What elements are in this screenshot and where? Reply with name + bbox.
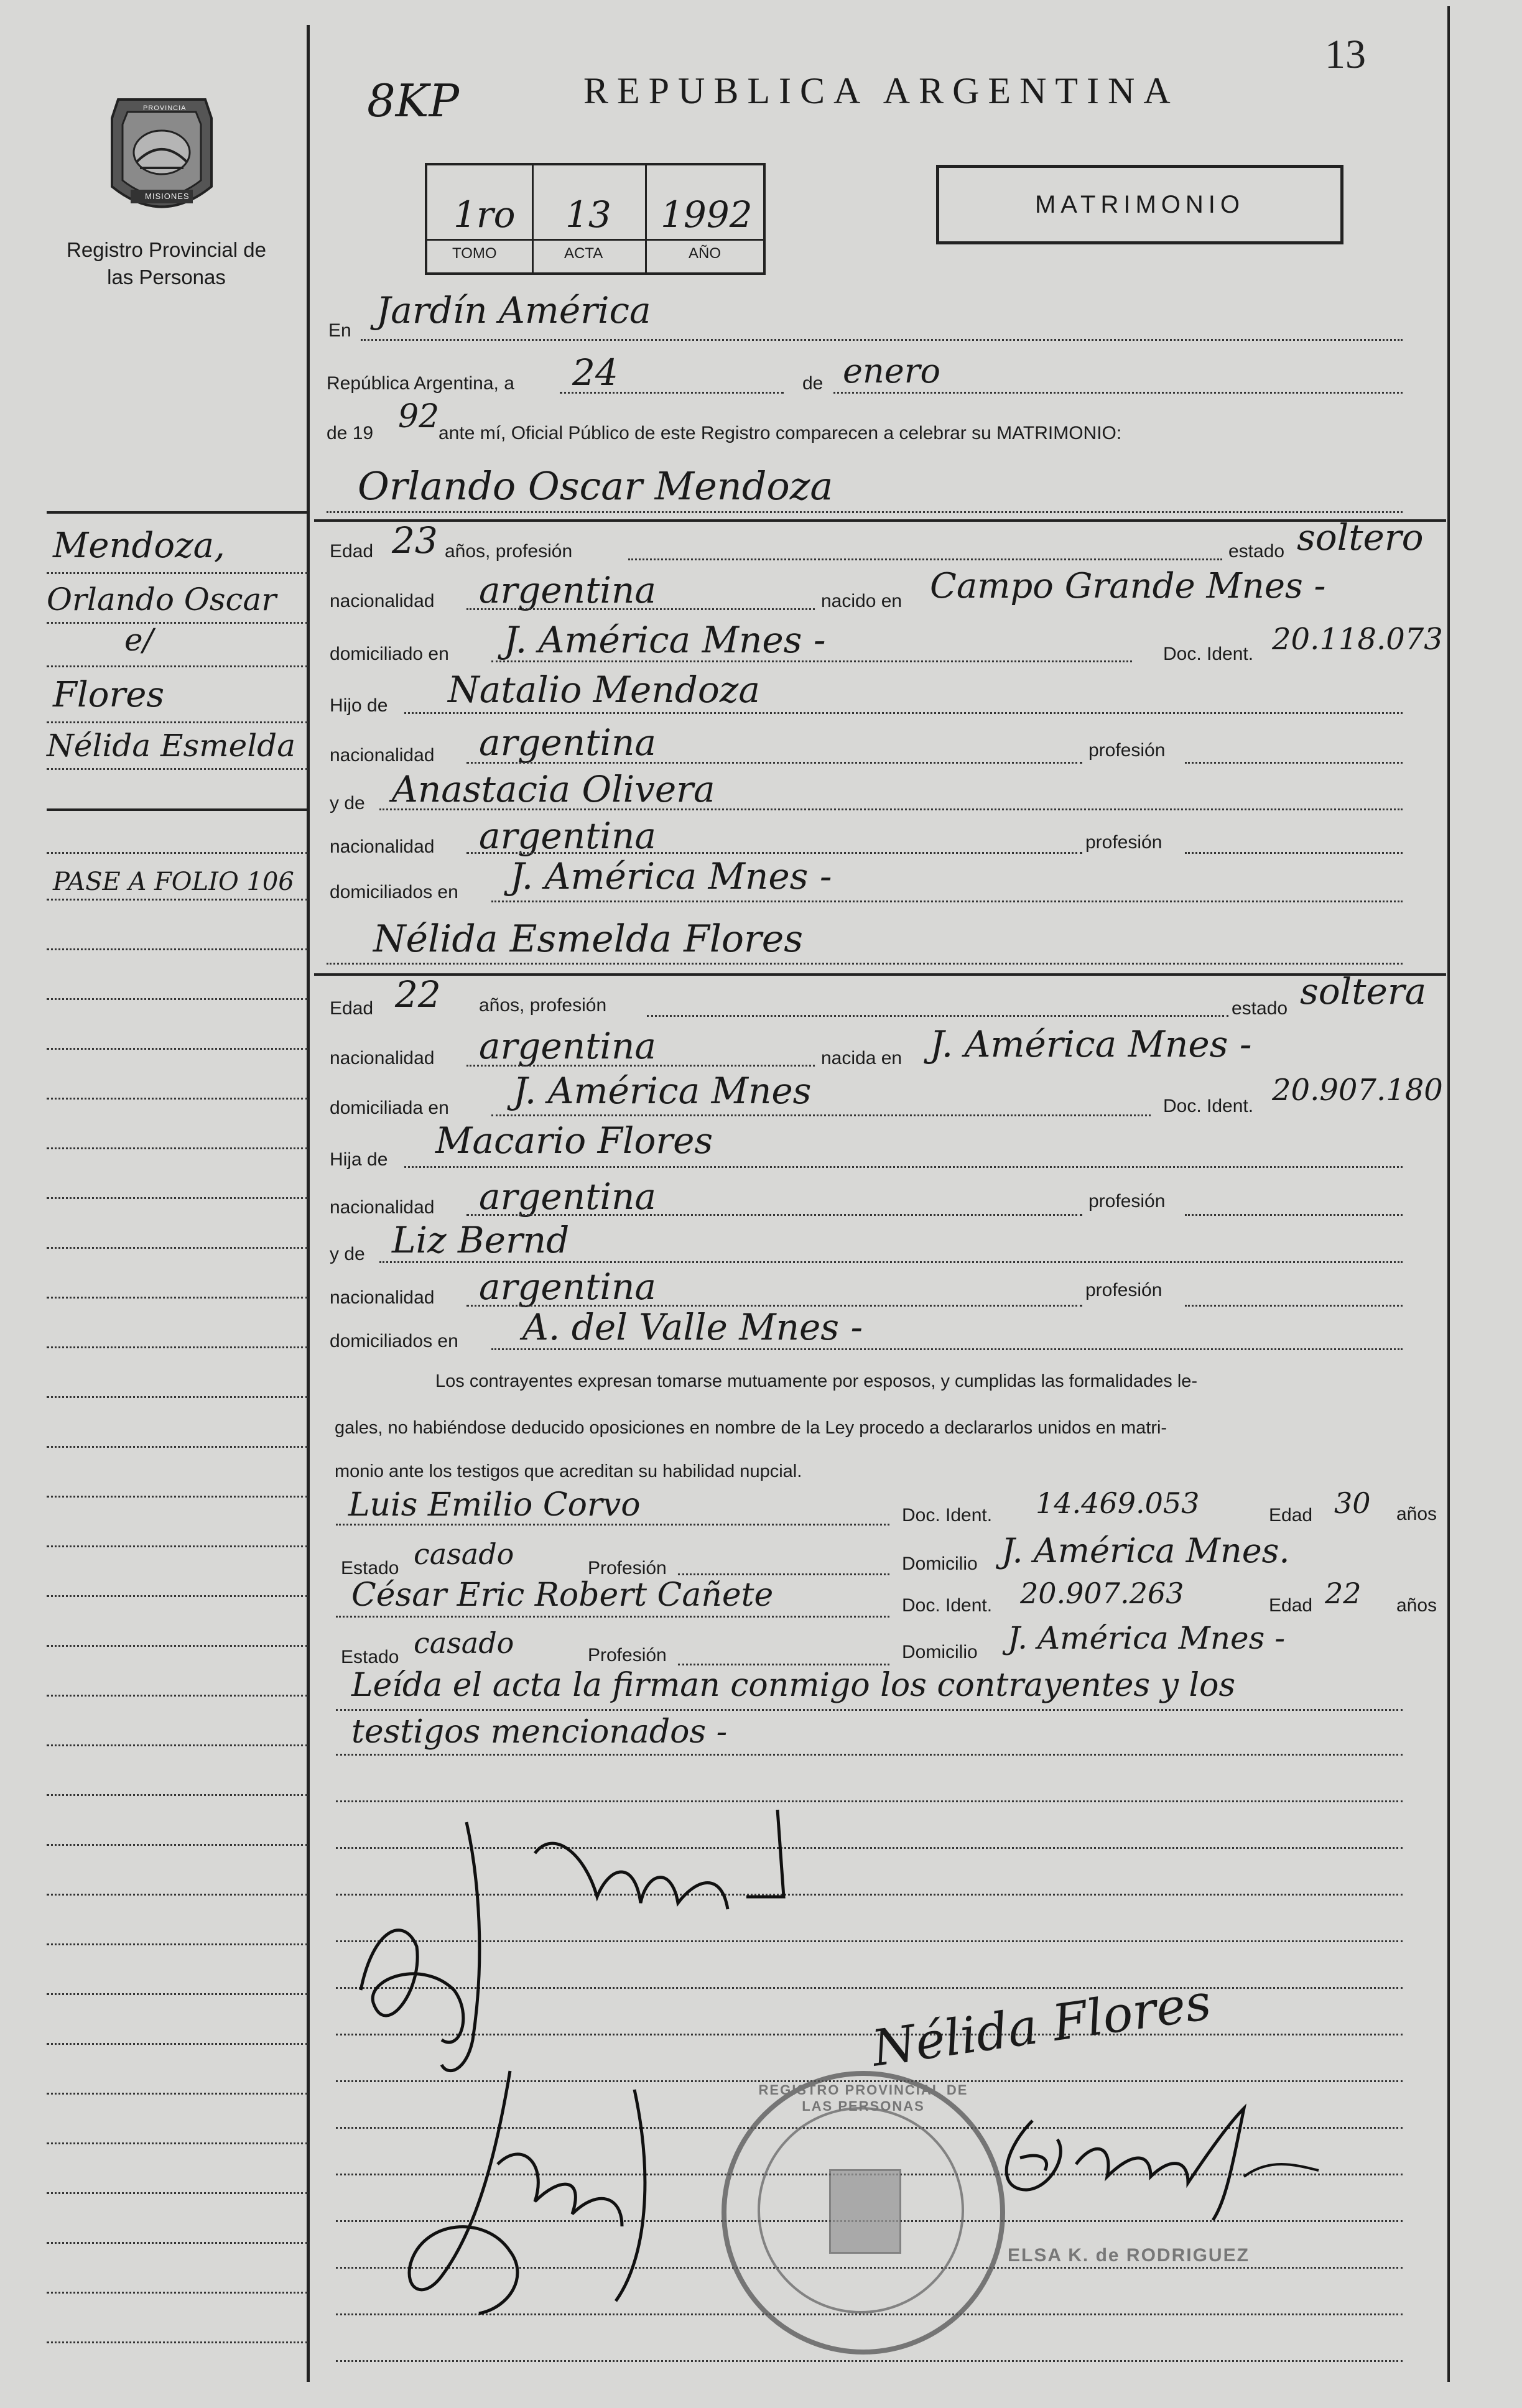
groom-dom-label: domiciliado en [330, 644, 449, 664]
de-label: de [802, 373, 824, 394]
groom-yde-label: y de [330, 793, 365, 813]
tomo-label: TOMO [452, 245, 497, 262]
left-column-divider [307, 25, 310, 2382]
appear-text: ante mí, Oficial Público de este Registro comparecen a celebrar su MATRIMONIO: [439, 423, 1122, 443]
margin-conjunction: e/ [124, 622, 154, 658]
bride-mother-nac: argentina [479, 1266, 656, 1308]
margin-folio-note: PASE A FOLIO 106 [53, 868, 294, 896]
year-prefix: de 19 [327, 423, 374, 443]
bride-father-nac: argentina [479, 1175, 656, 1218]
bride-edad-label: Edad [330, 998, 374, 1019]
groom-estado: soltero [1297, 516, 1424, 558]
witness1-prof-label: Profesión [588, 1558, 667, 1578]
groom-mother-nac-label: nacionalidad [330, 836, 435, 857]
bride-edad: 22 [395, 973, 441, 1016]
bride-dom: J. América Mnes [513, 1070, 812, 1112]
page-number: 13 [1325, 32, 1366, 77]
witness2-dom-label: Domicilio [902, 1642, 978, 1662]
groom-nac: argentina [479, 569, 656, 611]
record-reference-box [425, 163, 766, 275]
day-value: 24 [572, 351, 618, 394]
bride-parents-dom-label: domiciliados en [330, 1331, 458, 1351]
en-label: En [328, 320, 351, 341]
official-name-stamp: ELSA K. de RODRIGUEZ [1008, 2245, 1250, 2266]
witness2-estado-label: Estado [341, 1647, 399, 1667]
margin-bride-given: Nélida Esmelda [47, 728, 295, 764]
bride-mother-nac-label: nacionalidad [330, 1287, 435, 1308]
republica-label: República Argentina, a [327, 373, 514, 394]
groom-edad: 23 [392, 519, 438, 562]
closing-line-2: testigos mencionados - [351, 1713, 728, 1751]
bride-mother: Liz Bernd [392, 1219, 570, 1261]
witness1-edad: 30 [1334, 1486, 1371, 1520]
groom-nacido: Campo Grande Mnes - [930, 566, 1326, 606]
right-column-divider [1447, 6, 1450, 2382]
seal-text-top: PROVINCIA [143, 104, 187, 112]
acta-label: ACTA [564, 245, 603, 262]
seal-text-bottom: MISIONES [145, 192, 190, 201]
bride-dom-label: domiciliada en [330, 1098, 449, 1118]
witness2-estado: casado [414, 1626, 514, 1660]
country-title: REPUBLICA ARGENTINA [583, 70, 1179, 111]
bride-nacida: J. América Mnes - [930, 1023, 1252, 1065]
groom-parents-dom-label: domiciliados en [330, 882, 458, 902]
witness1-estado: casado [414, 1537, 514, 1571]
month-value: enero [843, 351, 941, 391]
ano-value: 1992 [661, 193, 753, 236]
bride-hija-label: Hija de [330, 1149, 388, 1170]
witness2-edad: 22 [1325, 1577, 1362, 1610]
office-mark: 8KP [367, 75, 460, 127]
declaration-line-2: gales, no habiéndose deducido oposiciones en nombre de la Ley procedo a declararlos unidos en matri- [335, 1418, 1167, 1438]
witness2-doc-label: Doc. Ident. [902, 1595, 993, 1616]
bride-father-nac-label: nacionalidad [330, 1197, 435, 1218]
margin-given-names: Orlando Oscar [47, 581, 277, 618]
declaration-line-3: monio ante los testigos que acreditan su habilidad nupcial. [335, 1461, 802, 1481]
groom-hijo-label: Hijo de [330, 695, 388, 716]
witness1-dom-label: Domicilio [902, 1554, 978, 1574]
groom-mother-prof-label: profesión [1085, 832, 1162, 853]
witness1-dom: J. América Mnes. [1001, 1531, 1290, 1570]
witness2-name: César Eric Robert Cañete [351, 1577, 774, 1614]
witness1-edad-label: Edad [1269, 1505, 1313, 1526]
groom-father-nac-label: nacionalidad [330, 745, 435, 766]
groom-dom: J. América Mnes - [504, 619, 826, 661]
groom-doc-label: Doc. Ident. [1163, 644, 1254, 664]
witness1-name: Luis Emilio Corvo [348, 1486, 641, 1524]
stamp-text: REGISTRO PROVINCIAL DE LAS PERSONAS [758, 2082, 968, 2114]
groom-doc: 20.118.073 [1272, 622, 1443, 657]
declaration-line-1: Los contrayentes expresan tomarse mutuamente por esposos, y cumplidas las formalidades le- [435, 1371, 1198, 1391]
ano-label: AÑO [689, 245, 722, 262]
witness2-dom: J. América Mnes - [1008, 1620, 1286, 1656]
bride-profesion-label: años, profesión [479, 995, 607, 1016]
record-type-box: MATRIMONIO [936, 165, 1343, 244]
bride-estado-label: estado [1232, 998, 1288, 1019]
bride-name: Nélida Esmelda Flores [373, 917, 803, 961]
groom-nacido-label: nacido en [821, 591, 903, 611]
groom-mother: Anastacia Olivera [392, 768, 715, 810]
groom-edad-label: Edad [330, 541, 374, 562]
bride-nac: argentina [479, 1025, 656, 1067]
groom-name: Orlando Oscar Mendoza [358, 463, 833, 509]
witness2-edad-label: Edad [1269, 1595, 1313, 1616]
witness-signature [386, 2052, 709, 2320]
provincial-seal-icon [103, 93, 221, 221]
margin-surname: Mendoza, [53, 526, 225, 566]
acta-value: 13 [565, 193, 611, 236]
groom-nac-label: nacionalidad [330, 591, 435, 611]
bride-nac-label: nacionalidad [330, 1048, 435, 1068]
tomo-value: 1ro [453, 193, 516, 236]
groom-profesion-label: años, profesión [445, 541, 573, 562]
place-value: Jardín América [376, 289, 651, 331]
registry-stamp-icon [722, 2071, 1005, 2355]
official-signature [983, 2083, 1331, 2233]
witness1-doc-label: Doc. Ident. [902, 1505, 993, 1526]
bride-estado: soltera [1300, 970, 1427, 1012]
closing-line-1: Leída el acta la firman conmigo los contrayentes y los [351, 1667, 1236, 1704]
witness2-prof-label: Profesión [588, 1645, 667, 1665]
bride-nacida-label: nacida en [821, 1048, 903, 1068]
bride-father-prof-label: profesión [1088, 1191, 1166, 1211]
witness2-doc: 20.907.263 [1020, 1577, 1184, 1610]
bride-parents-dom: A. del Valle Mnes - [522, 1306, 863, 1348]
margin-bride-surname: Flores [53, 675, 165, 715]
witness1-estado-label: Estado [341, 1558, 399, 1578]
groom-parents-dom: J. América Mnes - [510, 855, 832, 897]
bride-mother-prof-label: profesión [1085, 1280, 1162, 1300]
groom-father-prof-label: profesión [1088, 740, 1166, 761]
groom-father-nac: argentina [479, 721, 656, 764]
groom-estado-label: estado [1228, 541, 1285, 562]
bride-signature: Nélida Flores [868, 1973, 1215, 2078]
witness1-anos-label: años [1396, 1504, 1437, 1524]
groom-father: Natalio Mendoza [448, 669, 760, 711]
bride-yde-label: y de [330, 1244, 365, 1264]
groom-mother-nac: argentina [479, 815, 656, 857]
bride-doc: 20.907.180 [1272, 1073, 1443, 1108]
bride-father: Macario Flores [435, 1119, 713, 1162]
registry-name: Registro Provincial de las Personas [67, 238, 266, 289]
witness1-doc: 14.469.053 [1036, 1486, 1200, 1520]
bride-doc-label: Doc. Ident. [1163, 1096, 1254, 1116]
witness2-anos-label: años [1396, 1595, 1437, 1616]
year-value: 92 [398, 398, 440, 435]
